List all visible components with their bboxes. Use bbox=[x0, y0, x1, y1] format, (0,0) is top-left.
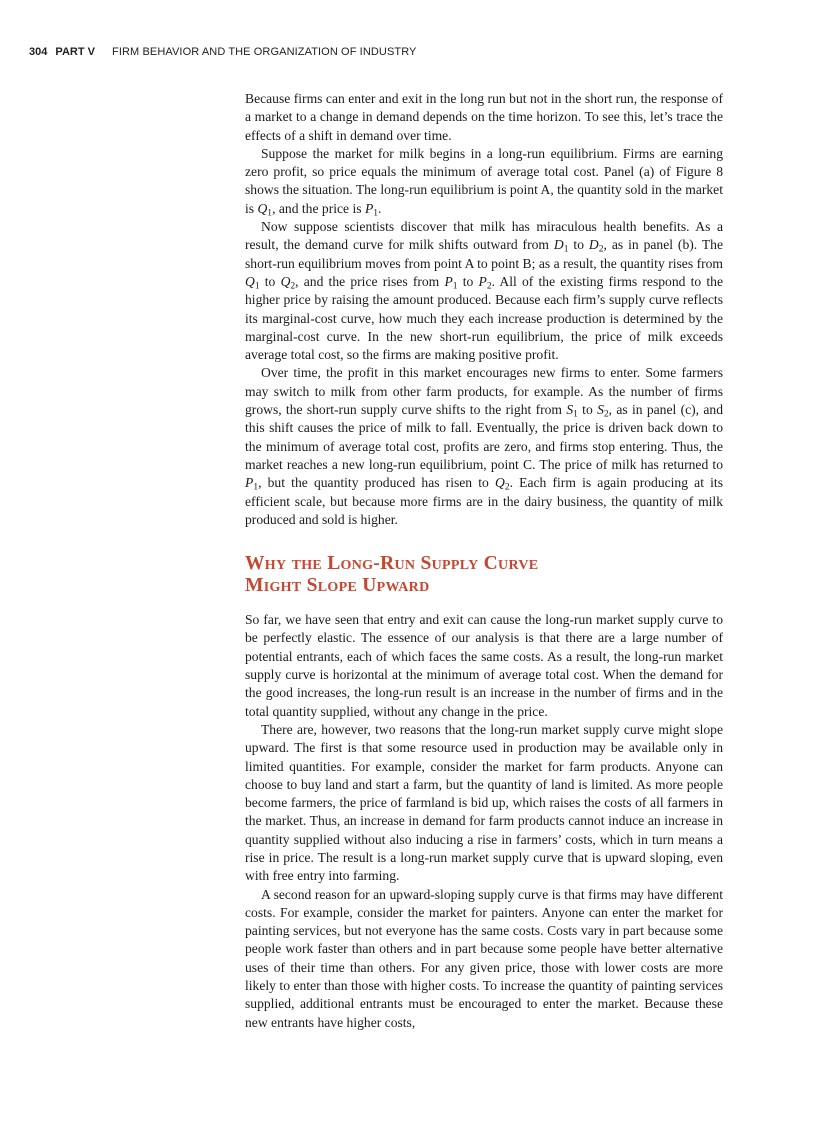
paragraph-7: A second reason for an upward-sloping supply curve is that firms may have different costs. For example, consider the market for painters. Anyone can enter the market for painting services, but not everyone has the same costs. Costs vary in part because some people work faster than others and in part because some people have better alternative uses of their time than others. For any given price, those with lower costs are more likely to enter than those with higher costs. To increase the quantity of painting services supplied, additional entrants must be encouraged to enter the market. Because these new entrants have higher costs, bbox=[245, 886, 723, 1030]
paragraph-4: Over time, the profit in this market encourages new firms to enter. Some farmers may switch to milk from other farm products, for example. As the number of firms grows, the short-run supply curve shifts to the right from $S_1$ to $S_2$, as in panel (c), and this shift causes the price of milk to fall. Eventually, the price is driven back down to the minimum of average total cost, profits are zero, and firms stop entering. Thus, the market reaches a new long-run equilibrium, point C. The price of milk has returned to $P_1$, but the quantity produced has risen to $Q_2$. Each firm is again producing at its efficient scale, but because more firms are in the dairy business, the quantity of milk produced and sold is higher. bbox=[245, 365, 723, 527]
part-title: FIRM BEHAVIOR AND THE ORGANIZATION OF INDUSTRY bbox=[112, 46, 417, 58]
paragraph-2: Suppose the market for milk begins in a long-run equilibrium. Firms are earning zero profit, so price equals the minimum of average total cost. Panel (a) of Figure 8 shows the situation. The long-run equilibrium is point A, the quantity sold in the market is $Q_1$, and the price is $P_1$. bbox=[245, 145, 723, 219]
body-text bbox=[245, 90, 723, 1032]
running-header bbox=[29, 44, 789, 60]
section-heading-line-1: Why the Long-Run Supply Curve bbox=[245, 553, 539, 575]
paragraph-3: Now suppose scientists discover that milk has miraculous health benefits. As a result, the demand curve for milk shifts outward from $D_1$ to $D_2$, as in panel (b). The short-run equilibrium moves from point A to point B; as a result, the quantity rises from $Q_1$ to $Q_2$, and the price rises from $P_1$ to $P_2$. All of the existing firms respond to the higher price by raising the amount produced. Because each firm’s supply curve reflects its marginal-cost curve, how much they each increase production is determined by the marginal-cost curve. In the new short-run equilibrium, the price of milk exceeds average total cost, so the firms are making positive profit. bbox=[245, 219, 724, 363]
paragraph-5: So far, we have seen that entry and exit can cause the long-run market supply curve to be perfectly elastic. The essence of our analysis is that there are a large number of potential entrants, each of which faces the same costs. As a result, the long-run market supply curve is horizontal at the minimum of average total cost. When the demand for the good increases, the long-run result is an increase in the number of firms and in the total quantity supplied, without any change in the price. bbox=[245, 612, 723, 719]
section-heading bbox=[245, 553, 723, 597]
part-label: PART V bbox=[55, 46, 95, 58]
section-heading-line-2: Might Slope Upward bbox=[245, 575, 430, 597]
page-number: 304 bbox=[29, 46, 48, 58]
paragraph-1: Because firms can enter and exit in the long run but not in the short run, the response of a market to a change in demand depends on the time horizon. To see this, let’s trace the effects of a shift in demand over time. bbox=[245, 91, 723, 143]
paragraph-6: There are, however, two reasons that the long-run market supply curve might slope upward. The first is that some resource used in production may be available only in limited quantities. For example, consider the market for farm products. Anyone can choose to buy land and start a farm, but the quantity of land is limited. As more people become farmers, the price of farmland is bid up, which raises the costs of all farmers in the market. Thus, an increase in demand for farm products cannot induce an increase in quantity supplied without also inducing a rise in farmers’ costs, which in turn means a rise in price. The result is a long-run market supply curve that is upward sloping, even with free entry into farming. bbox=[245, 721, 723, 884]
